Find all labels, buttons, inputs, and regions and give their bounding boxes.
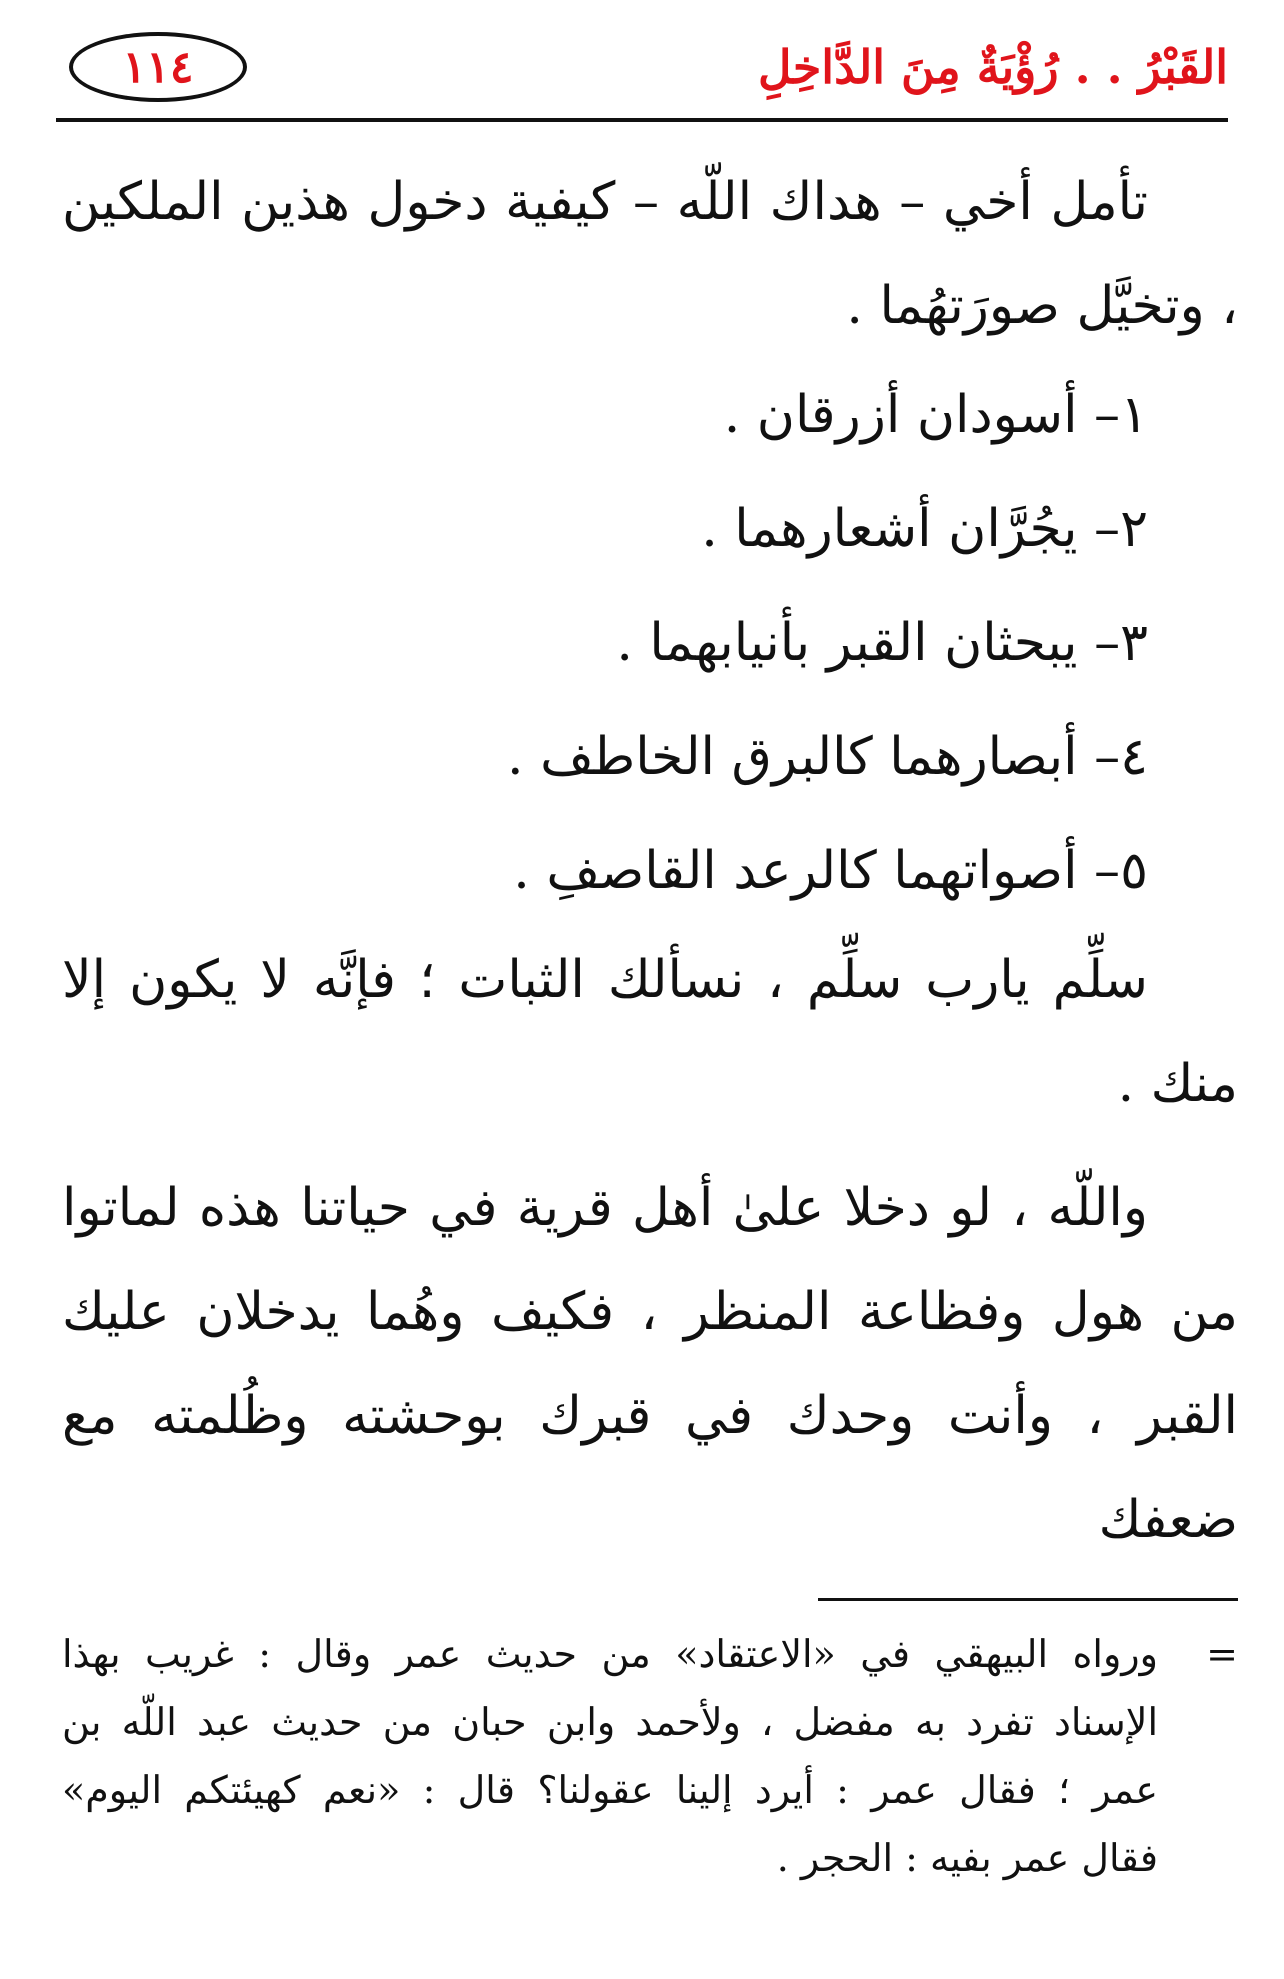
footnote-line-text: الإسناد تفرد به مفضل ، ولأحمد وابن حبان من حديث عبد اللّه بن [62,1700,1158,1744]
footnote-line-text: ورواه البيهقي في «الاعتقاد» من حديث عمر وقال : غريب بهذا [62,1632,1158,1676]
intro-paragraph: تأمل أخي – هداك اللّه – كيفية دخول هذين الملكين ، وتخيَّل صورَتهُما . [62,172,1238,336]
prayer-paragraph: سلِّم يارب سلِّم ، نسألك الثبات ؛ فإنَّه لا يكون إلا منك . [62,950,1238,1114]
angel-description-list [62,358,1238,928]
page-header [56,30,1228,125]
list-item: ٥– أصواتهما كالرعد القاصفِ . [513,841,1148,901]
list-item: ٤– أبصارهما كالبرق الخاطف . [507,727,1148,787]
footnote [62,1620,1238,1892]
closing-paragraph: واللّه ، لو دخلا علىٰ أهل قرية في حياتنا هذه لماتوا من هول وفظاعة المنظر ، فكيف وهُما يدخلان عليك القبر ، وأنت وحدك في قبرك بوحشته وظُلمته مع ضعفك [62,1178,1238,1550]
page-number: ١١٤ [69,32,247,102]
running-title: القَبْرُ . . رُؤْيَةٌ مِنَ الدَّاخِلِ [758,40,1228,94]
footnote-line-text: عمر ؛ فقال عمر : أيرد إلينا عقولنا؟ قال : «نعم كهيئتكم اليوم» [62,1768,1158,1812]
list-item: ٢– يجُرَّان أشعارهما . [701,499,1148,559]
footnote-line [62,1620,1238,1688]
footnote-rule [818,1598,1238,1601]
list-item: ١– أسودان أزرقان . [723,385,1148,445]
footnote-line [62,1688,1238,1756]
footnote-line [62,1756,1238,1824]
header-rule [56,118,1228,122]
footnote-continuation-marker: = [1206,1632,1238,1676]
footnote-line-text: فقال عمر بفيه : الحجر . [776,1836,1158,1880]
main-text [62,150,1238,1572]
list-item: ٣– يبحثان القبر بأنيابهما . [616,613,1148,673]
footnote-line [62,1824,1238,1892]
